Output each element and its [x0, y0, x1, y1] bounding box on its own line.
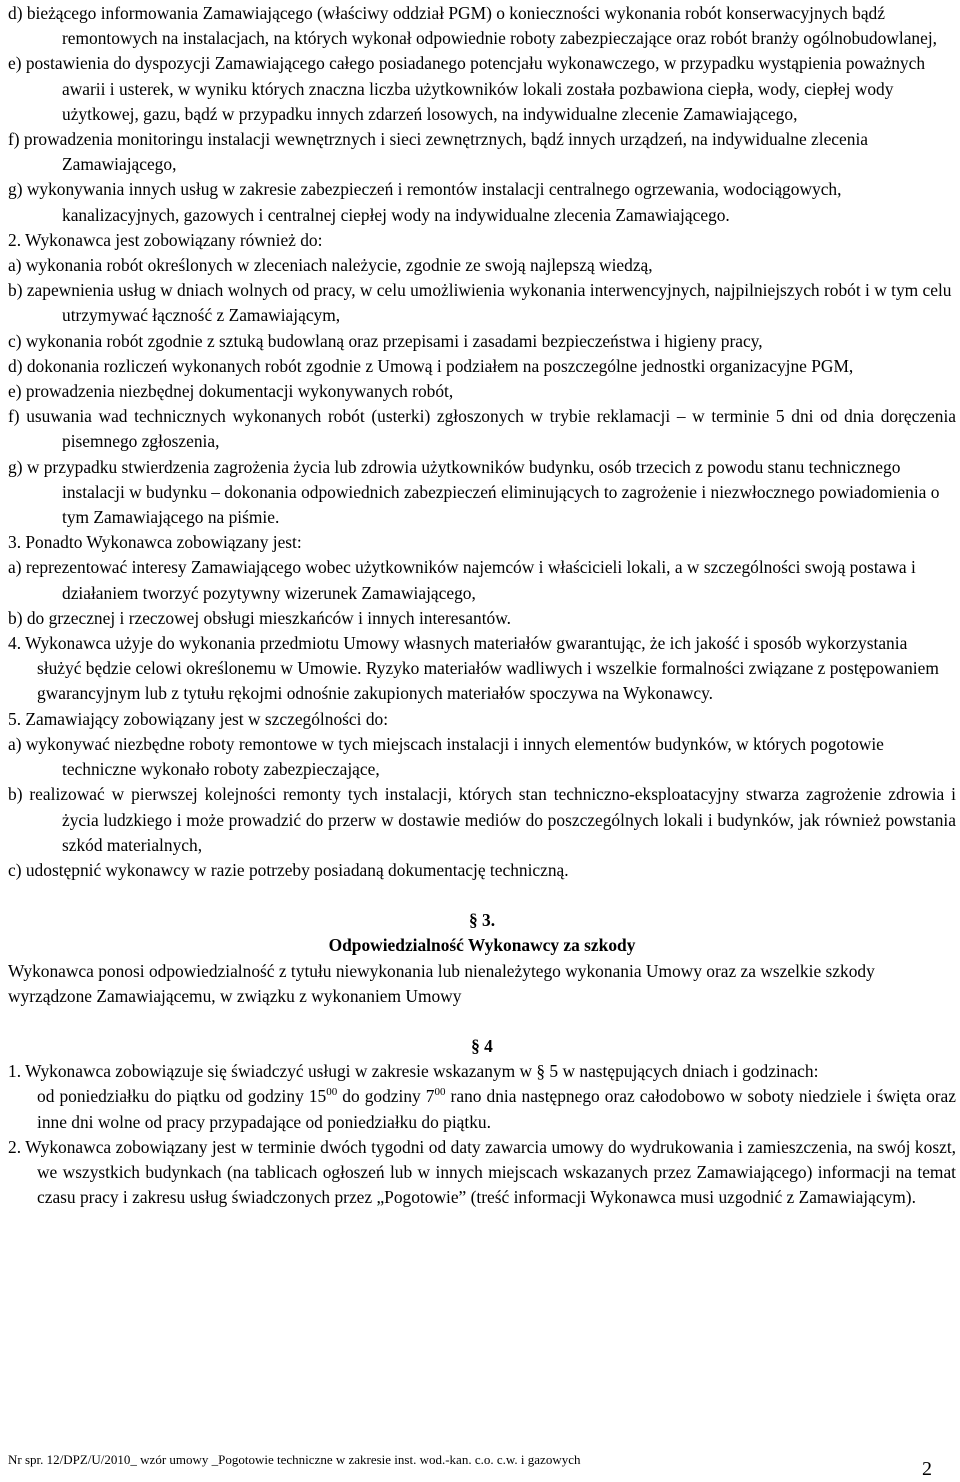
hours-sup-b: 00 [434, 1086, 446, 1099]
section-3-number: § 3. [468, 910, 496, 931]
p2-item-e: e) prowadzenia niezbędnej dokumentacji wykonywanych robót, [8, 381, 454, 402]
section-4-item-2: 2. Wykonawca zobowiązany jest w terminie dwóch tygodni od daty zawarcia umowy do wydrukowania i zamieszczenia, na swój koszt, we wszystkich budynkach (na tablicach ogłoszeń lub w innych miejscach wskazanych przez Zamawiającego) informacji na temat czasu pracy i zakresu usług świadczonych przez „Pogotowie” (treść informacji Wykonawca musi uzgodnić z Zamawiającym). [8, 1136, 956, 1208]
section-4-item-1-intro: 1. Wykonawca zobowiązuje się świadczyć usługi w zakresie wskazanym w § 5 w następujących dniach i godzinach: [8, 1061, 819, 1082]
p2-item-a: a) wykonania robót określonych w zleceniach należycie, zgodnie ze swoją najlepszą wiedzą, [8, 255, 653, 276]
hours-text-a: od poniedziałku do piątku od godziny 15 [37, 1086, 327, 1107]
section-4-number: § 4 [471, 1035, 493, 1056]
page-number: 2 [922, 1458, 932, 1480]
paragraph-5-title: 5. Zamawiający zobowiązany jest w szczególności do: [8, 708, 389, 729]
footer-reference: Nr spr. 12/DPZ/U/2010_ wzór umowy _Pogotowie techniczne w zakresie inst. wod.-kan. c.o. c.w. i gazowych [8, 1452, 581, 1467]
hours-text-c: rano dnia następnego oraz całodobowo w soboty niedziele i święta oraz inne dni wolne od pracy przypadające od poniedziałku do piątku. [37, 1086, 956, 1132]
p2-item-c: c) wykonania robót zgodnie z sztuką budowlaną oraz przepisami i zasadami bezpieczeństwa i higieny pracy, [8, 330, 763, 351]
item-d-informing: d) bieżącego informowania Zamawiającego (właściwy oddział PGM) o konieczności wykonania robót konserwacyjnych bądź remontowych na instalacjach, na których wykonał odpowiednie roboty zabezpieczające oraz robót branży ogólnobudowlanej, [8, 3, 938, 49]
hours-text-b: do godziny 7 [337, 1086, 435, 1107]
item-g-other-services: g) wykonywania innych usług w zakresie zabezpieczeń i remontów instalacji centralnego ogrzewania, wodociągowych, kanalizacyjnych, gazowych i centralnej ciepłej wody na indywidualne zlecenia Zamawiającego. [8, 179, 842, 225]
p5-item-c: c) udostępnić wykonawcy w razie potrzeby posiadaną dokumentację techniczną. [8, 859, 569, 880]
item-f-monitoring: f) prowadzenia monitoringu instalacji wewnętrznych i sieci zewnętrznych, bądź innych urządzeń, na indywidualne zlecenia Zamawiającego, [8, 129, 868, 175]
paragraph-3-title: 3. Ponadto Wykonawca zobowiązany jest: [8, 532, 302, 553]
document-page [8, 1, 956, 1210]
paragraph-2-title: 2. Wykonawca jest zobowiązany również do: [8, 229, 323, 250]
item-e-capacity: e) postawienia do dyspozycji Zamawiającego całego posiadanego potencjału wykonawczego, w przypadku wystąpienia poważnych awarii i usterek, w wyniku których znaczna liczba użytkowników lokali została pozbawiona ciepła, wody, ciepłej wody użytkowej, gazu, bądź w przypadku innych zdarzeń losowych, na indywidualne zlecenie Zamawiającego, [8, 53, 926, 124]
p3-item-b: b) do grzecznej i rzeczowej obsługi mieszkańców i innych interesantów. [8, 607, 512, 628]
p2-item-b: b) zapewnienia usług w dniach wolnych od pracy, w celu umożliwienia wykonania interwencyjnych, najpilniejszych robót i w tym celu utrzymywać łączność z Zamawiającym, [8, 280, 952, 326]
p5-item-b: b) realizować w pierwszej kolejności remonty tych instalacji, których stan techniczno-eksploatacyjny stwarza zagrożenie zdrowia i życia ludzkiego i może prowadzić do przerw w dostawie mediów do poszczególnych lokali i budynków, jak również powstania szkód materialnych, [8, 784, 956, 855]
p5-item-a: a) wykonywać niezbędne roboty remontowe w tych miejscach instalacji i innych elementów budynków, w których pogotowie techniczne wykonało roboty zabezpieczające, [8, 733, 884, 780]
section-3-title: Odpowiedzialność Wykonawcy za szkody [328, 935, 636, 956]
p3-item-a: a) reprezentować interesy Zamawiającego wobec użytkowników najemców i właścicieli lokali, a w szczególności swoją postawa i działaniem tworzyć pozytywny wizerunek Zamawiającego, [8, 557, 916, 603]
section-3-text: Wykonawca ponosi odpowiedzialność z tytułu niewykonania lub nienależytego wykonania Umowy oraz za wszelkie szkody wyrządzone Zamawiającemu, w związku z wykonaniem Umowy [8, 960, 875, 1006]
hours-sup-a: 00 [326, 1086, 338, 1099]
p2-item-d: d) dokonania rozliczeń wykonanych robót zgodnie z Umową i podziałem na poszczególne jednostki organizacyjne PGM, [8, 355, 854, 376]
section-4-item-1-hours [8, 1084, 956, 1134]
p2-item-f: f) usuwania wad technicznych wykonanych robót (usterki) zgłoszonych w trybie reklamacji – w terminie 5 dni od dnia doręczenia pisemnego zgłoszenia, [8, 406, 956, 452]
paragraph-4: 4. Wykonawca użyje do wykonania przedmiotu Umowy własnych materiałów gwarantując, że ich jakość i sposób wykorzystania służyć będzie celowi określonemu w Umowie. Ryzyko materiałów wadliwych i wszelkie formalności związane z postępowaniem gwarancyjnym lub z tytułu rękojmi odnośnie zakupionych materiałów spoczywa na Wykonawcy. [8, 633, 939, 704]
p2-item-g: g) w przypadku stwierdzenia zagrożenia życia lub zdrowia użytkowników budynku, osób trzecich z powodu stanu technicznego instalacji w budynku – dokonania odpowiednich zabezpieczeń eliminujących to zagrożenie i niezwłocznego powiadomienia o tym Zamawiającego na piśmie. [8, 456, 940, 528]
